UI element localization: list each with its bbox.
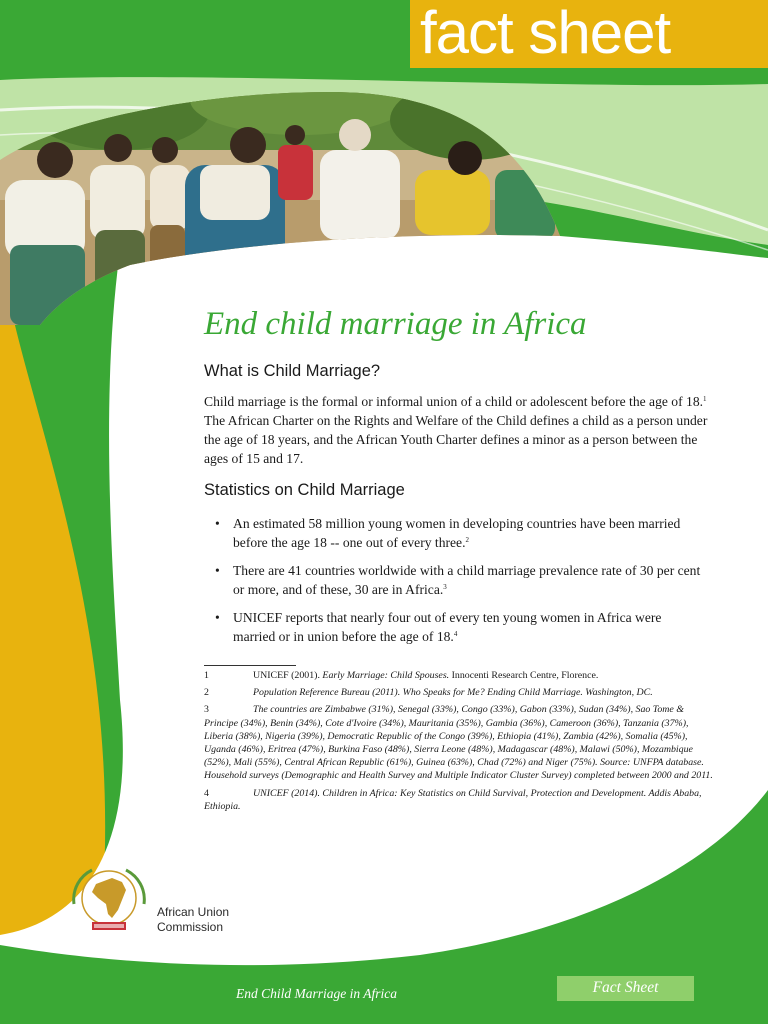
footnotes: [204, 669, 716, 817]
footnote-text: Innocenti Research Centre, Florence.: [449, 670, 599, 681]
footnote-number: 2: [204, 687, 209, 699]
logo-line-2: Commission: [157, 919, 224, 934]
footnote-ref-4[interactable]: 4: [453, 630, 458, 638]
list-item: [204, 561, 704, 599]
bullet-text: UNICEF reports that nearly four out of every ten young women in Africa were married or in union before the age of 18.: [233, 610, 662, 644]
footnote-ref-1[interactable]: 1: [703, 395, 707, 403]
footnote-1: [204, 669, 716, 682]
header-title: fact sheet: [420, 0, 671, 66]
footnote-number: 3: [204, 704, 209, 716]
african-union-emblem: [66, 864, 152, 936]
african-union-commission-label: [157, 905, 229, 934]
footnote-number: 1: [204, 670, 209, 681]
footnote-text: UNICEF (2001).: [253, 670, 323, 681]
footer-tab: [557, 976, 694, 1001]
footnote-number: 4: [204, 787, 209, 799]
list-item: [204, 608, 704, 646]
group-of-women-walking-photo: [0, 0, 768, 330]
footnote-divider: [204, 665, 296, 666]
section-heading-statistics: Statistics on Child Marriage: [204, 481, 405, 499]
footer-title: End Child Marriage in Africa: [236, 986, 397, 1001]
statistics-list: [204, 514, 704, 655]
bullet-dot: •: [215, 516, 220, 531]
bullet-dot: •: [215, 563, 220, 578]
footnote-3: [204, 703, 716, 782]
paragraph-lead: Child marriage is the formal or informal union of a child or adolescent before the age of 18.: [204, 394, 704, 409]
footnote-text-italic: Population Reference Bureau (2011). Who Speaks for Me? Ending Child Marriage. Washington, DC.: [253, 687, 653, 699]
bullet-dot: •: [215, 610, 220, 625]
footnote-text-italic: The countries are Zimbabwe (31%), Senegal (33%), Congo (33%), Gabon (33%), Sudan (34%), Sao Tome & Principe (34%), Benin (34%), Cote d'Ivoire (34%), Mauritania (35%), Gambia (36%), Cameroon (36%), Tanzania (37%), Liberia (38%), Nigeria (39%), Democratic Republic of the Congo (39%), Ethiopia (41%), Zambia (42%), Somalia (45%), Uganda (46%), Eritrea (47%), Burkina Faso (48%), Sierra Leone (48%), Madagascar (48%), Malawi (50%), Mozambique (52%), Mali (55%), Central African Republic (61%), Guinea (63%), Chad (72%) and Niger (75%). Source: UNFPA database. Household surveys (Demographic and Health Survey and Multiple Indicator Cluster Survey) completed between 2000 and 2011.: [204, 704, 713, 782]
footer-tab-label: Fact Sheet: [592, 979, 659, 996]
paragraph-rest: The African Charter on the Rights and Welfare of the Child defines a child as a person under the age of 18 years, and the African Youth Charter defines a minor as a person between the ages of 15 and 17.: [204, 413, 708, 466]
footnote-ref-2[interactable]: 2: [465, 536, 469, 544]
bullet-text: There are 41 countries worldwide with a child marriage prevalence rate of 30 per cent or more, and of these, 30 are in Africa.: [233, 563, 701, 597]
footnote-ref-3[interactable]: 3: [443, 583, 447, 591]
definition-paragraph: [204, 392, 716, 468]
list-item: [204, 514, 704, 552]
logo-line-1: African Union: [157, 905, 230, 919]
bullet-text: An estimated 58 million young women in developing countries have been married before the age 18 -- one out of every three.: [233, 516, 681, 550]
footnote-text-italic: Early Marriage: Child Spouses.: [322, 670, 450, 681]
section-heading-what-is: What is Child Marriage?: [204, 362, 381, 380]
footnote-text-italic: UNICEF (2014). Children in Africa: Key Statistics on Child Survival, Protection and Development. Addis Ababa, Ethiopia.: [204, 787, 702, 812]
article-title: End child marriage in Africa: [204, 306, 587, 342]
footnote-4: [204, 787, 716, 813]
footnote-2: [204, 686, 716, 699]
